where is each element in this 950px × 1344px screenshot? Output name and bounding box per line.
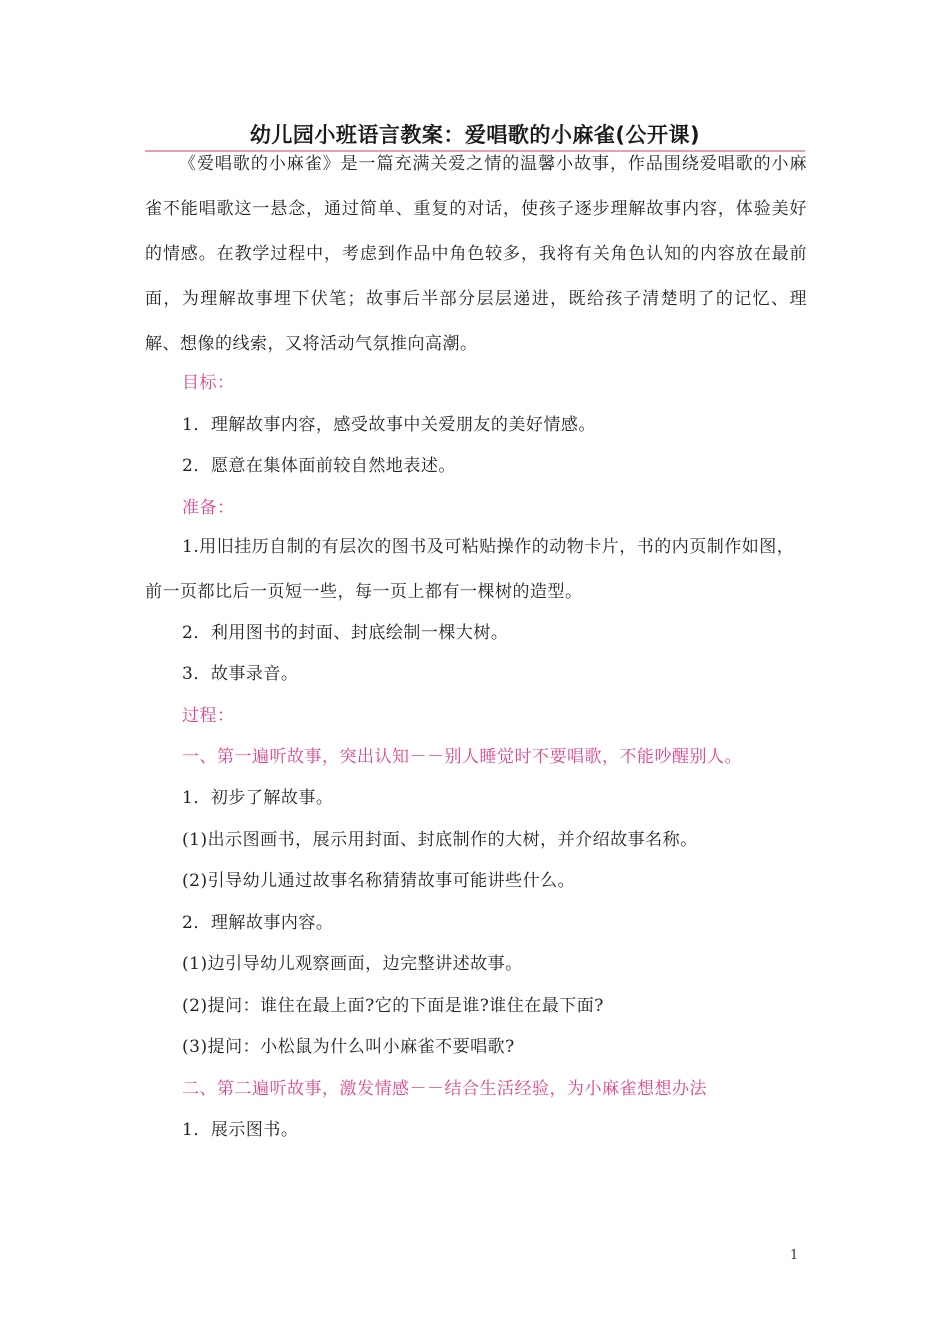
- prep-item-1: 1.用旧挂历自制的有层次的图书及可粘贴操作的动物卡片，书的内页制作如图，前一页都比后一页短一些，每一页上都有一棵树的造型。: [145, 537, 795, 602]
- prep-heading: 准备：: [182, 498, 235, 518]
- intro-paragraph: 《爱唱歌的小麻雀》是一篇充满关爱之情的温馨小故事，作品围绕爱唱歌的小麻雀不能唱歌这一悬念，通过简单、重复的对话，使孩子逐步理解故事内容，体验美好的情感。在教学过程中，考虑到作品中角色较多，我将有关角色认知的内容放在最前面，为理解故事埋下伏笔；故事后半部分层层递进，既给孩子清楚明了的记忆、理解、想像的线索，又将活动气氛推向高潮。: [145, 154, 807, 354]
- process-heading: 过程：: [182, 706, 235, 726]
- process-section-1-heading: 一、第一遍听故事，突出认知－－别人睡觉时不要唱歌，不能吵醒别人。: [182, 747, 742, 767]
- section-1-item: (2)提问：谁住在最上面?它的下面是谁?谁住在最下面?: [182, 996, 604, 1016]
- section-1-item: (1)边引导幼儿观察画面，边完整讲述故事。: [182, 954, 523, 974]
- page-number: 1: [790, 1248, 799, 1263]
- section-1-item: 1．初步了解故事。: [182, 788, 334, 808]
- goals-heading: 目标：: [182, 373, 235, 393]
- section-1-item: (1)出示图画书，展示用封面、封底制作的大树，并介绍故事名称。: [182, 830, 698, 850]
- goal-item-1: 1．理解故事内容，感受故事中关爱朋友的美好情感。: [182, 415, 596, 435]
- section-1-item: (3)提问：小松鼠为什么叫小麻雀不要唱歌?: [182, 1037, 515, 1057]
- section-1-item: (2)引导幼儿通过故事名称猜猜故事可能讲些什么。: [182, 871, 576, 891]
- page-title: 幼儿园小班语言教案：爱唱歌的小麻雀(公开课): [249, 123, 701, 147]
- section-1-item: 2．理解故事内容。: [182, 913, 334, 933]
- prep-item-3: 3．故事录音。: [182, 664, 299, 684]
- section-2-item: 1．展示图书。: [182, 1120, 299, 1140]
- process-section-2-heading: 二、第二遍听故事，激发情感－－结合生活经验，为小麻雀想想办法: [182, 1079, 707, 1099]
- prep-item-2: 2．利用图书的封面、封底绘制一棵大树。: [182, 623, 509, 643]
- goal-item-2: 2．愿意在集体面前较自然地表述。: [182, 456, 456, 476]
